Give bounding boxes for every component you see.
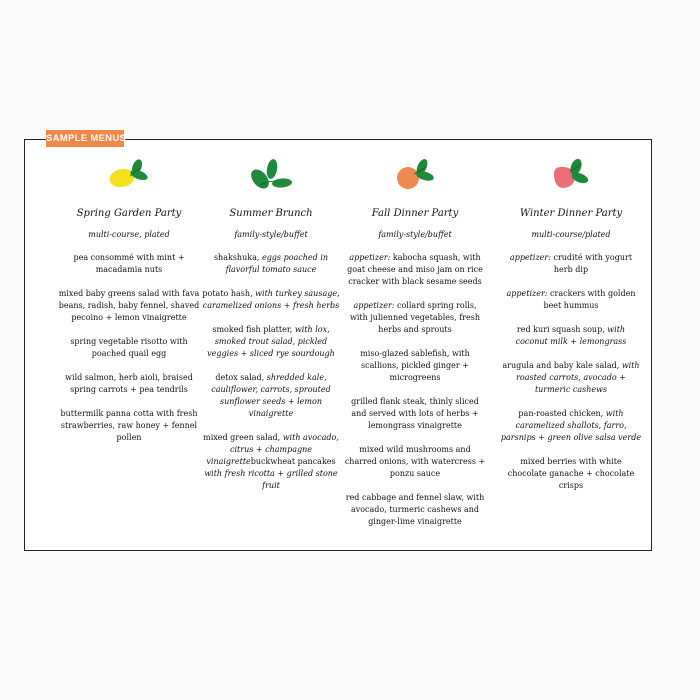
menu-item-text: mixed green salad, — [203, 433, 283, 442]
menu-item-text: red kuri squash soup, — [516, 325, 608, 334]
menu-item-text: with coconut milk + lemongrass — [515, 325, 627, 346]
menu-column-spring — [58, 156, 200, 456]
menu-item — [500, 408, 642, 444]
menu-item — [500, 324, 642, 348]
menu-item — [200, 324, 342, 360]
menu-item-text: detox salad, — [215, 373, 267, 382]
menu-item-text: buttermilk panna cotta with fresh strawberries, raw honey + fennel pollen — [60, 409, 198, 442]
menu-item-text: mixed baby greens salad with fava beans, radish, baby fennel, shaved pecoino + lemon vinaigrette — [58, 289, 200, 322]
menu-item-text: smoked fish platter, — [212, 325, 295, 334]
menu-item — [200, 288, 342, 312]
menu-item-text: shakshuka, — [213, 253, 262, 262]
menu-title: Summer Brunch — [229, 208, 313, 219]
menu-style: family-style/buffet — [234, 230, 308, 239]
menu-item-text: with caramelized shallots, farro, parsnips + green olive salsa verde — [500, 409, 642, 442]
menu-item-text: mixed wild mushrooms and charred onions, with watercress + ponzu sauce — [344, 445, 486, 478]
menu-item — [58, 288, 200, 324]
menu-item — [58, 336, 200, 360]
menu-item — [500, 360, 642, 396]
menu-item — [500, 252, 642, 276]
menu-item-text: shredded kale, cauliflower, carrots, sprouted sunflower seeds + lemon vinaigrette — [211, 373, 331, 418]
menu-item-text: with lox, smoked trout salad, pickled veggies + sliced rye sourdough — [207, 325, 335, 358]
menu-title: Spring Garden Party — [76, 208, 182, 219]
menu-item-text: red cabbage and fennel slaw, with avocado, turmeric cashews and ginger-lime vinaigrette — [345, 493, 485, 526]
menu-item — [344, 444, 486, 480]
menu-item — [58, 252, 200, 276]
menu-item-text: with fresh ricotta + grilled stone fruit — [204, 469, 338, 490]
menu-item-text: appetizer: — [509, 253, 551, 262]
menu-items — [200, 252, 342, 492]
menu-item-text: arugula and baby kale salad, — [502, 361, 622, 370]
menu-item-text: grilled flank steak, thinly sliced and served with lots of herbs + lemongrass vinaigrette — [351, 397, 479, 430]
leaves-icon — [200, 156, 342, 192]
menu-style: multi-course, plated — [88, 230, 170, 239]
sample-menus-tab: SAMPLE MENUS — [46, 130, 124, 147]
menu-item-text: pan-roasted chicken, — [518, 409, 606, 418]
menu-title: Fall Dinner Party — [371, 208, 459, 219]
menu-item-text: appetizer: — [506, 289, 548, 298]
menu-item-text: with avocado, citrus + champagne vinaigrette — [206, 433, 339, 466]
menu-item — [200, 252, 342, 276]
menu-item-text: collard spring rolls, with julienned vegetables, fresh herbs and sprouts — [350, 301, 480, 334]
menu-title: Winter Dinner Party — [519, 208, 623, 219]
menu-item-text: with roasted carrots, avocado + turmeric cashews — [516, 361, 640, 394]
menu-item — [344, 300, 486, 336]
menu-style: multi-course/plated — [531, 230, 611, 239]
menu-items — [58, 252, 200, 444]
orange-icon — [344, 156, 486, 192]
radish-icon — [500, 156, 642, 192]
menu-item-text: eggs poached in flavorful tomato sauce — [225, 253, 329, 274]
menu-item-text: buckwheat pancakes — [250, 457, 336, 466]
menu-item — [344, 492, 486, 528]
menu-style: family-style/buffet — [378, 230, 452, 239]
menu-item — [58, 372, 200, 396]
menu-item-text: appetizer: — [349, 253, 391, 262]
menu-item — [344, 348, 486, 384]
menu-column-fall — [344, 156, 486, 540]
lemon-icon — [58, 156, 200, 192]
menu-item — [344, 252, 486, 288]
menu-item — [200, 432, 342, 492]
menu-item-text: miso-glazed sablefish, with scallions, pickled ginger + microgreens — [360, 349, 470, 382]
menu-item-text: with turkey sausage, caramelized onions + fresh herbs — [202, 289, 340, 310]
menu-item-text: crudité with yogurt herb dip — [550, 253, 633, 274]
menu-items — [344, 252, 486, 528]
menu-column-summer — [200, 156, 342, 504]
menu-item — [58, 408, 200, 444]
menu-item-text: pea consommé with mint + macadamia nuts — [73, 253, 185, 274]
menu-column-winter — [500, 156, 642, 504]
menu-item — [200, 372, 342, 420]
menu-item-text: potato hash, — [202, 289, 256, 298]
menu-item-text: spring vegetable risotto with poached quail egg — [70, 337, 188, 358]
menu-item — [500, 456, 642, 492]
menu-items — [500, 252, 642, 492]
menu-item — [500, 288, 642, 312]
menu-item-text: kabocha squash, with goat cheese and miso jam on rice cracker with black sesame seeds — [347, 253, 483, 286]
menu-item-text: mixed berries with white chocolate ganache + chocolate crisps — [507, 457, 635, 490]
menu-item — [344, 396, 486, 432]
menu-item-text: appetizer: — [353, 301, 395, 310]
menu-item-text: wild salmon, herb aioli, braised spring carrots + pea tendrils — [65, 373, 193, 394]
menu-item-text: crackers with golden beet hummus — [543, 289, 636, 310]
